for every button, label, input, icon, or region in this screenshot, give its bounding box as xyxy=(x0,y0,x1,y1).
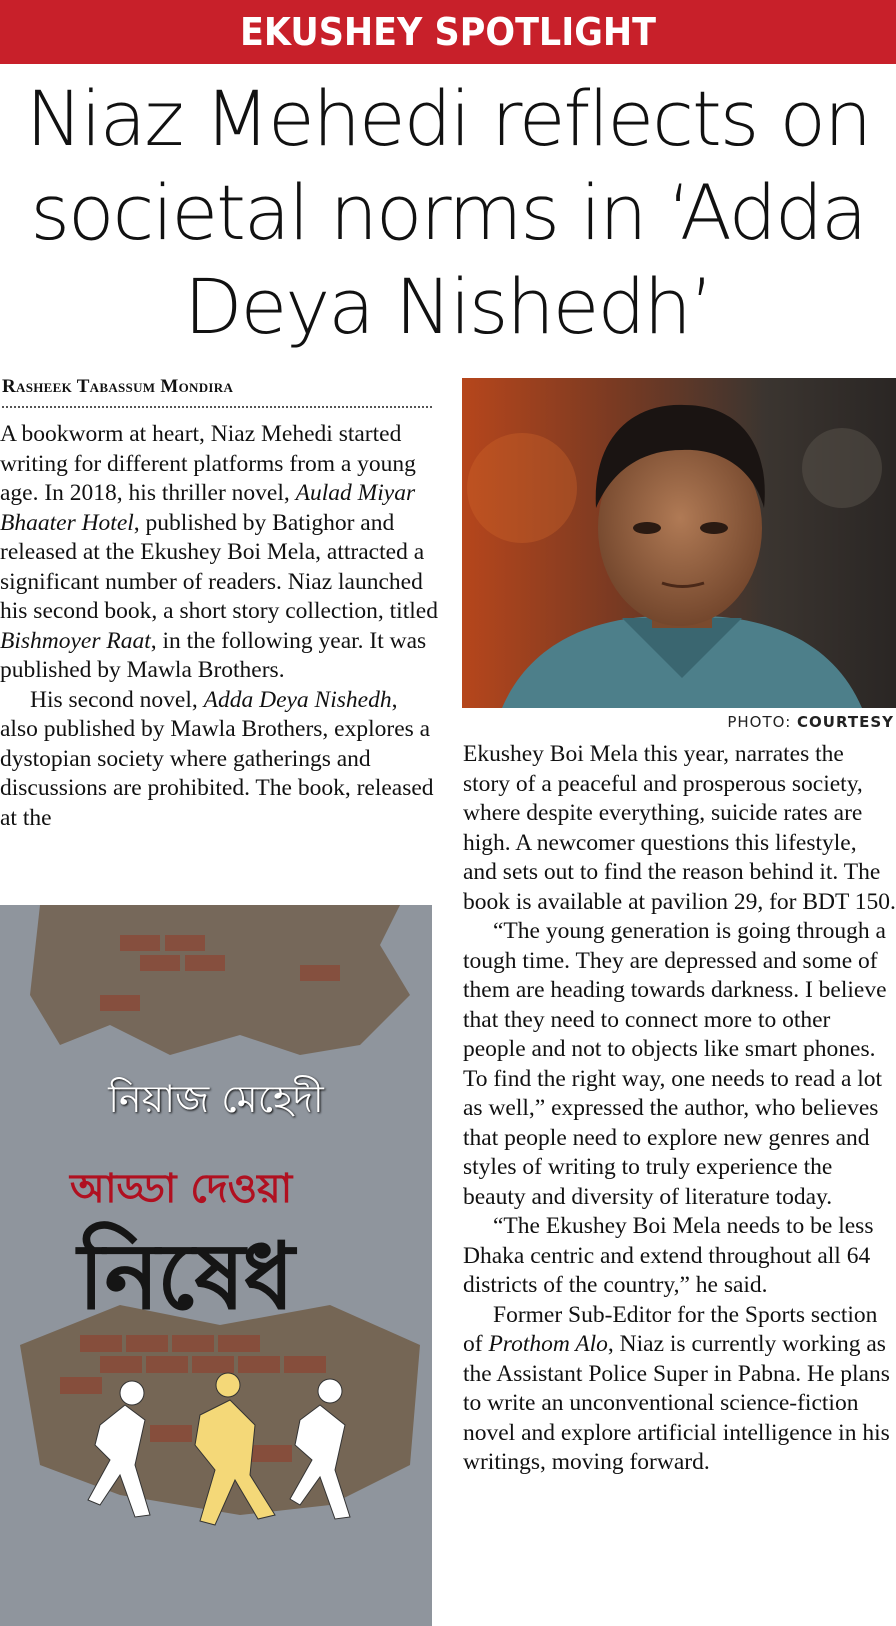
book-title: Aulad Miyar Bhaater Hotel xyxy=(0,480,416,536)
book-title: Adda Deya Nishedh xyxy=(203,686,392,713)
paragraph-3: Ekushey Boi Mela this year, narrates the story of a peaceful and prosperous society, where despite everything, suicide rates are high. A newcomer questions this lifestyle, and sets out to find the reason behind it. The book is available at pavilion 29, for BDT 150. xyxy=(463,741,896,915)
paragraph-6: Former Sub-Editor for the Sports section of Prothom Alo, Niaz is currently working as the Assistant Police Super in Pabna. He plans to write an unconventional science-fiction novel and explore artificial intelligence in his writings, moving forward. xyxy=(463,1301,890,1475)
cover-author: নিয়াজ মেহেদী xyxy=(108,1077,324,1121)
paragraph-5: “The Ekushey Boi Mela needs to be less Dhaka centric and extend throughout all 64 districts of the country,” he said. xyxy=(463,1213,874,1298)
paragraph-4: “The young generation is going through a tough time. They are depressed and some of them are heading towards darkness. I believe that they need to connect more to other people and not to objects like smart phones. To find the right way, one needs to read a lot as well,” expressed the author, who believes that people need to explore new genres and styles of writing to truly experience the beauty and diversity of literature today. xyxy=(463,918,887,1210)
byline-divider xyxy=(2,406,432,408)
author-photo xyxy=(462,378,896,708)
publication-title: Prothom Alo xyxy=(488,1331,608,1357)
portrait-image xyxy=(462,378,896,708)
book-cover xyxy=(0,905,432,1626)
headline-line-2: societal norms in ‘Adda xyxy=(30,168,866,257)
article-left-column xyxy=(0,420,440,833)
headline-line-3: Deya Nishedh’ xyxy=(183,262,713,351)
paragraph-1: A bookworm at heart, Niaz Mehedi started writing for different platforms from a young age. In 2018, his thriller novel, Aulad Miyar Bhaater Hotel, published by Batighor and released at the Ekushey Boi Mela, attracted a significant number of readers. Niaz launched his second book, a short story collection, titled Bishmoyer Raat, in the following year. It was published by Mawla Brothers. xyxy=(0,421,438,683)
article-right-column xyxy=(463,740,896,1478)
book-title: Bishmoyer Raat xyxy=(0,627,151,654)
headline xyxy=(0,72,896,354)
photo-credit: PHOTO: COURTESY xyxy=(727,713,894,731)
paragraph-2: His second novel, Adda Deya Nishedh, also published by Mawla Brothers, explores a dystopian society where gatherings and discussions are prohibited. The book, released at the xyxy=(0,686,434,831)
cover-title-top: আড্ডা দেওয়া xyxy=(70,1166,293,1212)
section-label: EKUSHEY SPOTLIGHT xyxy=(239,10,657,54)
cover-title-main: নিষেধ xyxy=(78,1223,293,1330)
section-banner xyxy=(0,0,896,64)
byline: Rasheek Tabassum Mondira xyxy=(2,376,234,397)
headline-line-1: Niaz Mehedi reflects on xyxy=(25,74,871,163)
